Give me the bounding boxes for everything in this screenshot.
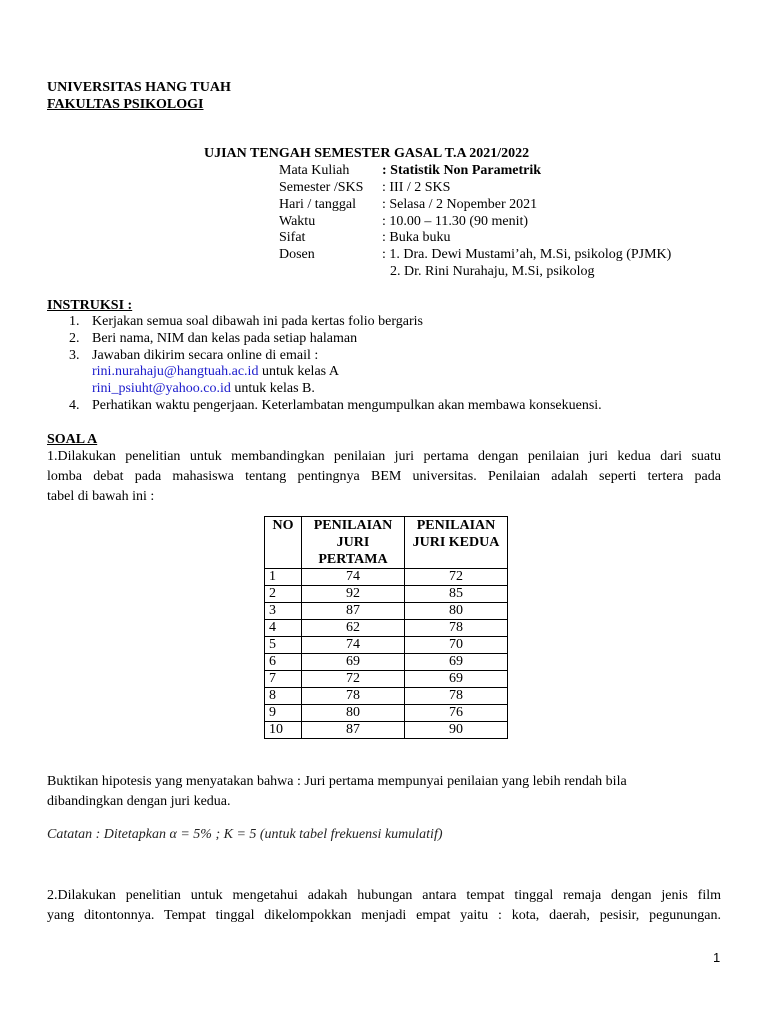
cell-juri-kedua: 76 [405,705,508,722]
info-label: Waktu [279,214,316,229]
cell-no: 5 [265,637,302,654]
table-row [265,688,508,705]
table-row [265,671,508,688]
cell-juri-pertama: 87 [302,722,405,739]
cell-juri-pertama: 62 [302,620,405,637]
cell-juri-kedua: 90 [405,722,508,739]
instruction-number: 2. [69,331,80,346]
info-dosen-2: 2. Dr. Rini Nurahaju, M.Si, psikolog [390,264,595,279]
q2-line-2: yang ditontonnya. Tempat tinggal dikelompokkan menjadi empat yaitu : kota, daerah, pesisir, pegunungan. [47,908,721,923]
cell-juri-kedua: 78 [405,688,508,705]
table-row [265,603,508,620]
cell-juri-kedua: 78 [405,620,508,637]
cell-no: 9 [265,705,302,722]
table-row [265,654,508,671]
cell-juri-pertama: 74 [302,569,405,586]
cell-juri-pertama: 69 [302,654,405,671]
cell-no: 10 [265,722,302,739]
cell-juri-kedua: 80 [405,603,508,620]
col-header-juri-pertama: PENILAIAN JURI PERTAMA [302,517,405,569]
cell-juri-pertama: 78 [302,688,405,705]
note-catatan: Catatan : Ditetapkan α = 5% ; K = 5 (untuk tabel frekuensi kumulatif) [47,827,443,842]
email-link-b[interactable]: rini_psiuht@yahoo.co.id [92,381,231,396]
info-value: : Buka buku [382,230,451,245]
cell-no: 8 [265,688,302,705]
university-name: UNIVERSITAS HANG TUAH [47,80,231,95]
col-header-no: NO [265,517,302,569]
col-header-juri-kedua: PENILAIAN JURI KEDUA [405,517,508,569]
table-row [265,722,508,739]
instruction-number: 4. [69,398,80,413]
q1-line-2: lomba debat pada mahasiswa tentang pentingnya BEM universitas. Penilaian adalah seperti tertera pada [47,469,721,484]
cell-no: 6 [265,654,302,671]
info-label: Dosen [279,247,315,262]
q2-line-1: 2.Dilakukan penelitian untuk mengetahui adakah hubungan antara tempat tinggal remaja dengan jenis film [47,888,721,903]
info-value: : 1. Dra. Dewi Mustami’ah, M.Si, psikolog (PJMK) [382,247,672,262]
cell-juri-kedua: 85 [405,586,508,603]
hypothesis-line-1: Buktikan hipotesis yang menyatakan bahwa : Juri pertama mempunyai penilaian yang lebih rendah bila [47,774,627,789]
score-table [264,516,508,739]
instruction-text: Kerjakan semua soal dibawah ini pada kertas folio bergaris [92,314,423,329]
table-row [265,569,508,586]
info-label: Mata Kuliah [279,163,350,178]
instruction-number: 1. [69,314,80,329]
instructions-heading: INSTRUKSI : [47,298,133,313]
instruction-text: Jawaban dikirim secara online di email : [92,348,319,363]
cell-juri-pertama: 80 [302,705,405,722]
hypothesis-line-2: dibandingkan dengan juri kedua. [47,794,231,809]
cell-juri-pertama: 74 [302,637,405,654]
q1-line-1: 1.Dilakukan penelitian untuk membandingkan penilaian juri pertama dengan penilaian juri kedua dari suatu [47,449,721,464]
soal-a-heading: SOAL A [47,432,98,447]
cell-no: 2 [265,586,302,603]
table-row [265,620,508,637]
cell-juri-pertama: 87 [302,603,405,620]
cell-juri-kedua: 72 [405,569,508,586]
q1-line-3: tabel di bawah ini : [47,489,155,504]
email-link-a[interactable]: rini.nurahaju@hangtuah.ac.id [92,364,259,379]
info-label: Semester /SKS [279,180,364,195]
cell-no: 1 [265,569,302,586]
cell-juri-kedua: 70 [405,637,508,654]
faculty-name: FAKULTAS PSIKOLOGI [47,97,204,112]
instruction-text: Beri nama, NIM dan kelas pada setiap halaman [92,331,358,346]
instruction-number: 3. [69,348,80,363]
email-a-suffix: untuk kelas A [258,364,339,379]
info-value: : Selasa / 2 Nopember 2021 [382,197,538,212]
cell-no: 7 [265,671,302,688]
info-label: Sifat [279,230,306,245]
email-b-suffix: untuk kelas B. [230,381,315,396]
cell-juri-kedua: 69 [405,654,508,671]
table-row [265,637,508,654]
cell-no: 3 [265,603,302,620]
cell-juri-pertama: 92 [302,586,405,603]
cell-juri-pertama: 72 [302,671,405,688]
info-value: : III / 2 SKS [382,180,451,195]
table-header-row [265,517,508,569]
cell-no: 4 [265,620,302,637]
exam-title: UJIAN TENGAH SEMESTER GASAL T.A 2021/2022 [204,146,530,161]
info-value: : 10.00 – 11.30 (90 menit) [382,214,529,229]
info-label: Hari / tanggal [279,197,356,212]
page-number: 1 [713,950,721,965]
table-row [265,586,508,603]
email-line-b [92,380,315,397]
email-line-a [92,363,339,380]
table-row [265,705,508,722]
cell-juri-kedua: 69 [405,671,508,688]
info-value: : Statistik Non Parametrik [382,163,542,178]
instruction-text: Perhatikan waktu pengerjaan. Keterlambatan mengumpulkan akan membawa konsekuensi. [92,398,602,413]
